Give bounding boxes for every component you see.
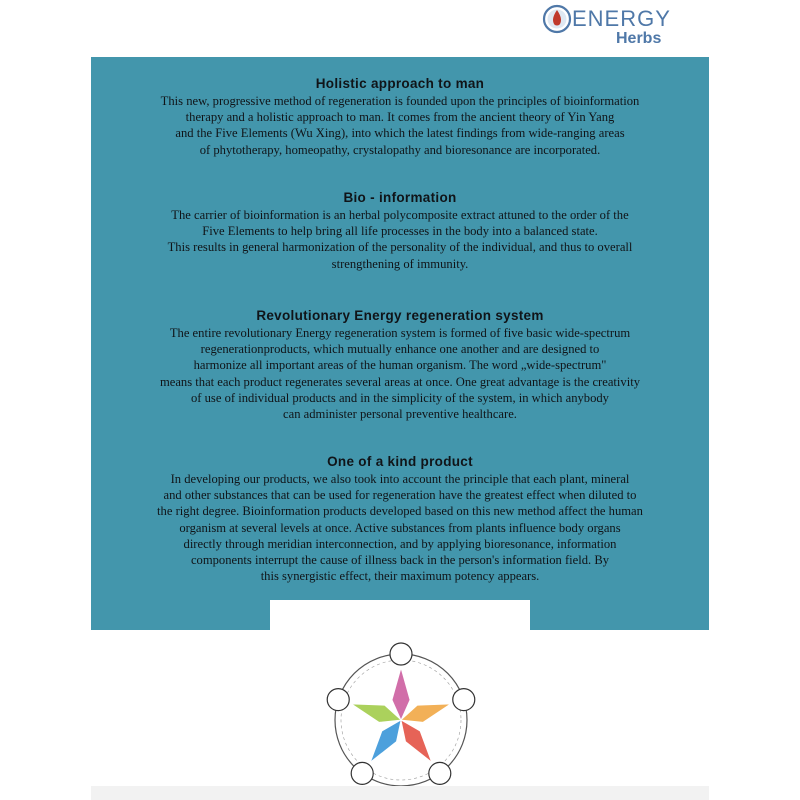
section-one-of-a-kind: [91, 453, 709, 584]
element-petal: [370, 720, 401, 762]
section-line: the right degree. Bioinformation products developed based on this new method affect the human: [157, 504, 643, 519]
petals: [352, 668, 451, 762]
element-node: [453, 689, 475, 711]
section-line: strengthening of immunity.: [331, 256, 469, 271]
diagram-backdrop: [270, 600, 530, 630]
section-line: In developing our products, we also took into account the principle that each plant, mineral: [170, 472, 630, 486]
energy-herbs-logo: [540, 2, 670, 50]
section-line: and other substances that can be used for regeneration have the greatest effect when diluted to: [163, 488, 637, 503]
section-heading: One of a kind product: [327, 454, 473, 469]
section-line: of use of individual products and in the simplicity of the system, in which anybody: [191, 390, 609, 405]
content-panel: [91, 57, 709, 630]
section-line: This results in general harmonization of the personality of the individual, and thus to overall: [167, 240, 633, 255]
section-holistic-approach: [91, 75, 709, 158]
element-petal: [352, 704, 401, 722]
section-line: of phytotherapy, homeopathy, crystalopathy and bioresonance are incorporated.: [199, 142, 601, 157]
section-line: organism at several levels at once. Active substances from plants influence body organs: [179, 520, 621, 535]
section-heading: Bio - information: [343, 190, 457, 205]
section-heading: Revolutionary Energy regeneration system: [256, 308, 544, 323]
section-line: harmonize all important areas of the human organism. The word „wide-spectrum": [193, 358, 607, 373]
section-line: this synergistic effect, their maximum potency appears.: [260, 569, 540, 584]
section-bio-information: [91, 189, 709, 272]
element-petal: [401, 704, 450, 722]
element-petal: [392, 668, 410, 720]
element-node: [327, 689, 349, 711]
section-line: The entire revolutionary Energy regeneration system is formed of five basic wide-spectrum: [169, 326, 631, 340]
section-line: and the Five Elements (Wu Xing), into which the latest findings from wide-ranging areas: [175, 126, 625, 141]
section-line: This new, progressive method of regeneration is founded upon the principles of bioinformation: [160, 94, 640, 108]
logo-subtitle: Herbs: [616, 30, 662, 47]
section-line: means that each product regenerates several areas at once. One great advantage is the creativity: [159, 374, 641, 389]
section-line: components interrupt the cause of illness back in the person's information field. By: [190, 553, 610, 568]
section-line: Five Elements to help bring all life processes in the body into a balanced state.: [202, 224, 598, 239]
section-line: directly through meridian interconnection, and by applying bioresonance, information: [183, 536, 617, 551]
element-node: [429, 762, 451, 784]
section-line: regenerationproducts, which mutually enhance one another and are designed to: [200, 342, 600, 357]
section-line: can administer personal preventive healthcare.: [283, 407, 517, 422]
section-line: therapy and a holistic approach to man. It comes from the ancient theory of Yin Yang: [185, 110, 615, 125]
element-node: [351, 762, 373, 784]
section-line: The carrier of bioinformation is an herbal polycomposite extract attuned to the order of the: [171, 208, 629, 222]
bottom-strip: [91, 786, 709, 800]
section-heading: Holistic approach to man: [315, 76, 485, 91]
logo-title: ENERGY: [572, 6, 671, 31]
five-elements-diagram: [296, 628, 506, 798]
section-regeneration-system: [91, 307, 709, 422]
logo-emblem-icon: [542, 4, 572, 34]
element-petal: [401, 720, 432, 762]
element-node: [390, 643, 412, 665]
